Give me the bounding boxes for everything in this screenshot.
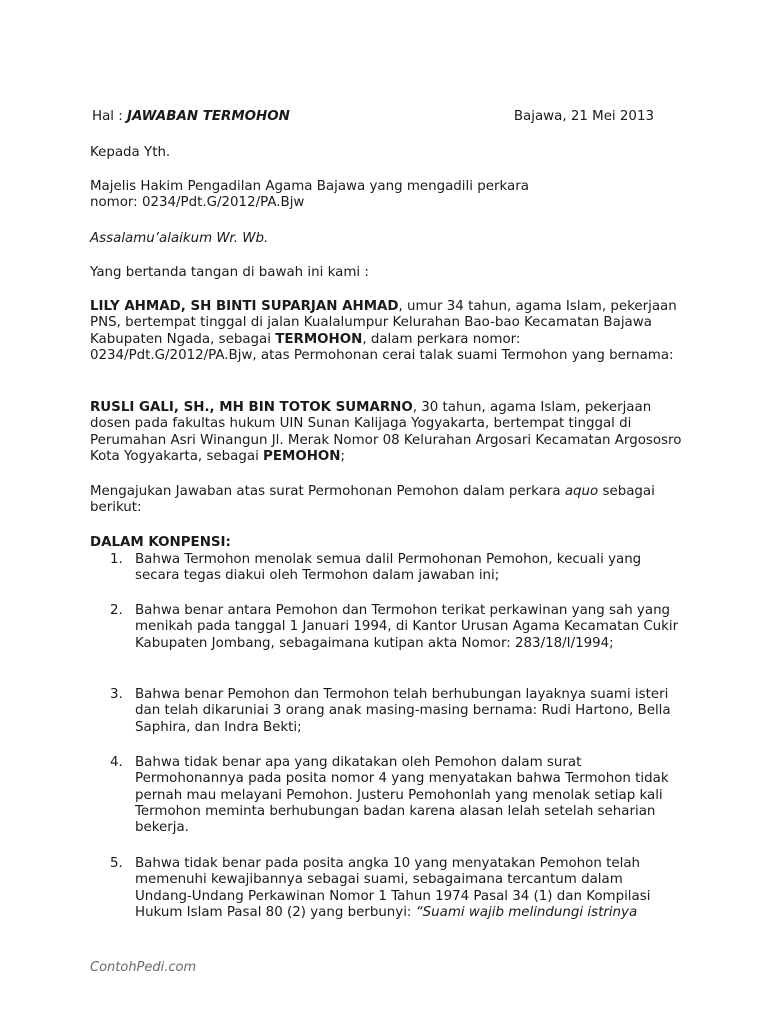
pemohon-name: RUSLI GALI, SH., MH BIN TOTOK SUMARNO: [90, 400, 413, 415]
list-text-main: Bahwa tidak benar pada posita angka 10 yang menyatakan Pemohon telah memenuhi kewajibannya sebagai suami, sebagaimana tercantum dalam Undang-Undang Perkawinan Nomor 1 Tahun 1974 Pasal 34 (1) dan Kompilasi Hukum Islam Pasal 80 (2) yang berbunyi:: [135, 856, 651, 920]
list-text: Bahwa benar Pemohon dan Termohon telah berhubungan layaknya suami isteri dan telah dikaruniai 3 orang anak masing-masing bernama: Rudi Hartono, Bella Saphira, dan Indra Bekti;: [135, 687, 671, 735]
termohon-text-2: , dalam perkara nomor: 0234/Pdt.G/2012/PA.Bjw, atas Permohonan cerai talak suami Termohon yang bernama:: [90, 331, 674, 363]
recipient-address: [90, 179, 682, 212]
list-number: 1.: [110, 552, 123, 567]
list-text: Bahwa benar antara Pemohon dan Termohon terikat perkawinan yang sah yang menikah pada tanggal 1 Januari 1994, di Kantor Urusan Agama Kecamatan Cukir Kabupaten Jombang, sebagaimana kutipan akta Nomor: 283/18/I/1994;: [135, 603, 679, 651]
subject-label: Hal :: [92, 109, 128, 124]
termohon-name: LILY AHMAD, SH BINTI SUPARJAN AHMAD: [90, 299, 399, 314]
greeting: Assalamu’alaikum Wr. Wb.: [90, 231, 269, 246]
list-number: 2.: [110, 603, 123, 618]
pemohon-text-2: ;: [340, 448, 346, 464]
mengajukan-paragraph: [90, 484, 682, 517]
letter-date: Bajawa, 21 Mei 2013: [513, 109, 654, 124]
subject-title: JAWABAN TERMOHON: [127, 109, 290, 124]
list-text: [135, 856, 682, 921]
mengajukan-italic: aquo: [564, 484, 599, 499]
section-title: DALAM KONPENSI:: [90, 535, 231, 550]
footer-watermark: ContohPedi.com: [90, 960, 197, 975]
recipient-line-1: Majelis Hakim Pengadilan Agama Bajawa yang mengadili perkara: [90, 179, 529, 194]
termohon-text-1: , umur 34 tahun, agama Islam, pekerjaan PNS, bertempat tinggal di jalan Kualalumpur Kelurahan Bao-bao Kecamatan Bajawa Kabupaten Ngada, sebagai: [90, 299, 677, 347]
termohon-role: TERMOHON: [275, 331, 363, 347]
pemohon-text-1: , 30 tahun, agama Islam, pekerjaan dosen pada fakultas hukum UIN Sunan Kalijaga Yogyakarta, bertempat tinggal di Perumahan Asri Winangun Jl. Merak Nomor 08 Kelurahan Argosari Kecamatan Argososro Kota Yogyakarta, sebagai: [90, 400, 682, 464]
document-header: [92, 109, 654, 127]
recipient-line-2: nomor: 0234/Pdt.G/2012/PA.Bjw: [90, 195, 305, 211]
pemohon-role: PEMOHON: [263, 448, 341, 464]
pemohon-paragraph: [90, 400, 682, 465]
list-text-quote: “Suami wajib melindungi istrinya: [415, 904, 638, 920]
list-number: 5.: [110, 856, 123, 871]
intro-text: Yang bertanda tangan di bawah ini kami :: [90, 265, 369, 280]
list-number: 4.: [110, 755, 123, 770]
termohon-paragraph: [90, 299, 682, 364]
list-number: 3.: [110, 687, 123, 702]
recipient-salutation: Kepada Yth.: [90, 145, 171, 160]
list-text: Bahwa Termohon menolak semua dalil Permohonan Pemohon, kecuali yang secara tegas diakui oleh Termohon dalam jawaban ini;: [135, 552, 642, 584]
subject-line: [92, 109, 290, 125]
list-text: Bahwa tidak benar apa yang dikatakan oleh Pemohon dalam surat Permohonannya pada posita nomor 4 yang menyatakan bahwa Termohon tidak pernah mau melayani Pemohon. Justeru Pemohonlah yang menolak setiap kali Termohon meminta berhubungan badan karena alasan lelah setelah seharian bekerja.: [135, 755, 669, 836]
mengajukan-text-2: sebagai berikut:: [90, 484, 655, 516]
mengajukan-text-1: Mengajukan Jawaban atas surat Permohonan Pemohon dalam perkara: [90, 484, 565, 499]
